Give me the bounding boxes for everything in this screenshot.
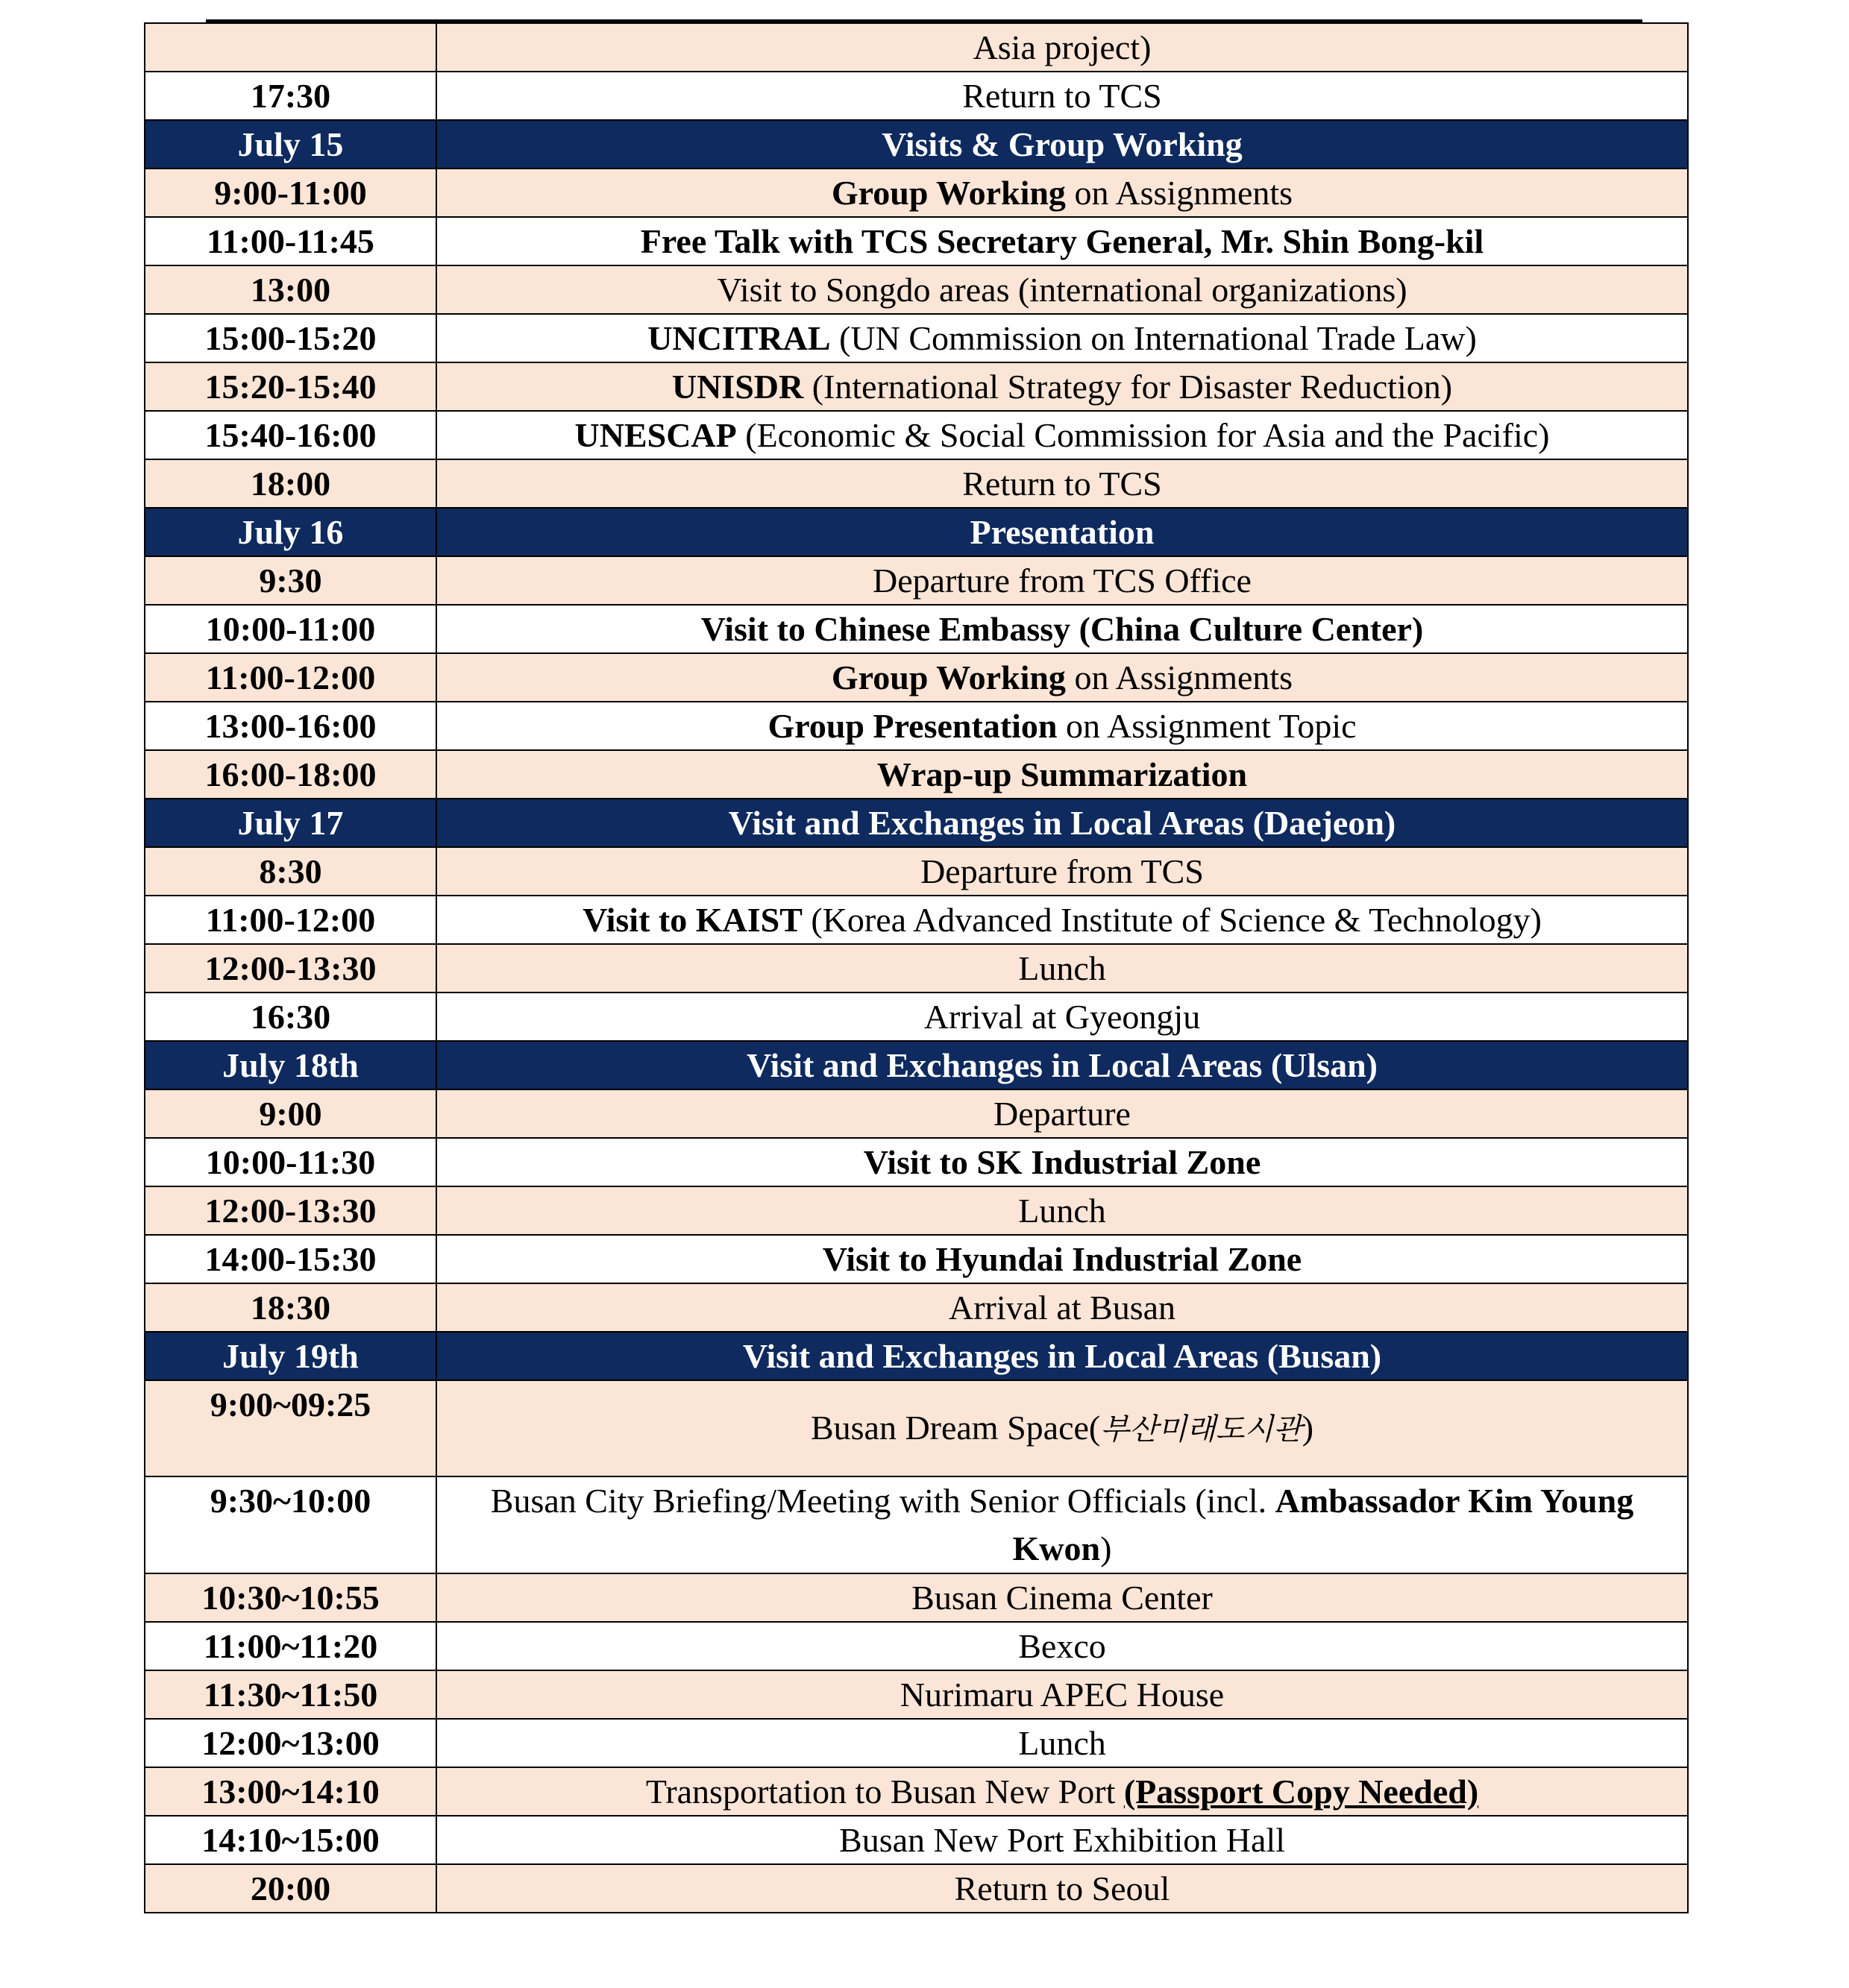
time-cell: 14:10~15:00 [145,1816,436,1864]
time-cell: 16:00-18:00 [145,750,436,799]
activity-text: Transportation to Busan New Port [645,1772,1124,1811]
time-cell: 12:00-13:30 [145,1186,436,1235]
schedule-row [145,1283,1688,1332]
activity-text: Visit to Chinese Embassy (China Culture Center) [700,610,1424,648]
activity-cell [436,1864,1688,1913]
activity-text: Return to Seoul [954,1869,1170,1907]
activity-text: UNISDR [671,368,804,406]
day-theme [436,1041,1688,1089]
time-cell: 9:00~09:25 [145,1380,436,1476]
activity-text: (Passport Copy Needed) [1123,1772,1479,1811]
schedule-row [145,1476,1688,1573]
activity-text: Arrival at Busan [948,1289,1176,1327]
activity-text: Nurimaru APEC House [900,1676,1225,1714]
activity-text: Wrap-up Summarization [876,755,1248,793]
activity-cell [436,459,1688,508]
schedule-row [145,847,1688,896]
activity-text: Asia project) [973,28,1152,66]
schedule-row [145,993,1688,1041]
schedule-row [145,1767,1688,1816]
activity-text: Departure [993,1095,1131,1133]
schedule-row [145,944,1688,993]
activity-cell [436,72,1688,120]
schedule-row [145,556,1688,605]
activity-text: Visit and Exchanges in Local Areas (Busan) [742,1337,1382,1375]
activity-text: Departure from TCS [920,852,1204,890]
time-cell [145,23,436,72]
schedule-row [145,217,1688,265]
activity-text: Visit and Exchanges in Local Areas (Daejeon) [728,804,1396,842]
time-cell: 20:00 [145,1864,436,1913]
schedule-row [145,1235,1688,1283]
activity-text: Free Talk with TCS Secretary General, Mr. Shin Bong-kil [640,222,1484,260]
activity-cell [436,1816,1688,1864]
activity-cell [436,1670,1688,1719]
activity-cell [436,1138,1688,1186]
day-theme [436,120,1688,169]
activity-text: Visit and Exchanges in Local Areas (Ulsan) [747,1046,1378,1084]
schedule-row [145,1089,1688,1138]
schedule-row [145,896,1688,944]
activity-text: Busan Dream Space( [810,1408,1101,1447]
schedule-row [145,1719,1688,1767]
activity-cell [436,847,1688,896]
schedule-row [145,265,1688,314]
time-cell: 13:00 [145,265,436,314]
time-cell: 12:00~13:00 [145,1719,436,1767]
activity-text: on Assignments [1065,658,1293,696]
activity-cell [436,362,1688,411]
day-header-row [145,120,1688,169]
schedule-row [145,459,1688,508]
activity-cell [436,217,1688,265]
schedule-row [145,1138,1688,1186]
time-cell: 13:00~14:10 [145,1767,436,1816]
activity-cell [436,1283,1688,1332]
time-cell: 11:00-12:00 [145,653,436,702]
activity-text: (Economic & Social Commission for Asia and the Pacific) [736,416,1550,454]
day-label: July 18th [145,1041,436,1089]
activity-cell [436,993,1688,1041]
activity-cell [436,1476,1688,1573]
activity-cell [436,896,1688,944]
activity-cell [436,411,1688,459]
activity-text: ) [1302,1408,1314,1447]
time-cell: 12:00-13:30 [145,944,436,993]
time-cell: 18:30 [145,1283,436,1332]
schedule-row [145,1864,1688,1913]
schedule-row [145,1816,1688,1864]
time-cell: 11:30~11:50 [145,1670,436,1719]
day-label: July 15 [145,120,436,169]
day-label: July 19th [145,1332,436,1380]
activity-text: Group Presentation [767,707,1058,745]
day-header-row [145,799,1688,847]
time-cell: 9:00-11:00 [145,169,436,217]
time-cell: 10:00-11:00 [145,605,436,653]
activity-text: Visit to SK Industrial Zone [863,1143,1261,1181]
activity-text: Visit to Songdo areas (international organizations) [717,271,1407,309]
activity-text: Lunch [1018,1724,1106,1762]
schedule-row [145,411,1688,459]
time-cell: 11:00-12:00 [145,896,436,944]
schedule-row [145,653,1688,702]
time-cell: 17:30 [145,72,436,120]
time-cell: 11:00-11:45 [145,217,436,265]
activity-cell [436,1235,1688,1283]
activity-text: (UN Commission on International Trade Law) [830,319,1477,357]
activity-cell [436,1767,1688,1816]
activity-text: Busan Cinema Center [911,1579,1213,1617]
time-cell: 13:00-16:00 [145,702,436,750]
schedule-row [145,702,1688,750]
schedule-row [145,1573,1688,1622]
day-theme [436,508,1688,556]
schedule-table [144,22,1689,1913]
activity-text: Visit to Hyundai Industrial Zone [822,1240,1302,1278]
day-label: July 16 [145,508,436,556]
activity-text: on Assignments [1065,174,1293,212]
schedule-row [145,169,1688,217]
schedule-body [145,23,1688,1913]
activity-text: Busan City Briefing/Meeting with Senior Officials (incl. [490,1482,1275,1520]
activity-cell [436,1089,1688,1138]
time-cell: 9:30~10:00 [145,1476,436,1573]
activity-text: ) [1100,1529,1112,1567]
schedule-row [145,1186,1688,1235]
activity-text: Visit to KAIST [583,901,803,939]
time-cell: 10:00-11:30 [145,1138,436,1186]
activity-text: Return to TCS [962,465,1162,503]
activity-cell [436,169,1688,217]
activity-text: UNCITRAL [647,319,831,357]
activity-cell [436,556,1688,605]
activity-text: 부산미래도시관 [1100,1412,1302,1447]
day-theme [436,799,1688,847]
time-cell: 14:00-15:30 [145,1235,436,1283]
schedule-row [145,23,1688,72]
time-cell: 10:30~10:55 [145,1573,436,1622]
time-cell: 9:30 [145,556,436,605]
activity-text: Visits & Group Working [882,125,1243,163]
activity-cell [436,1622,1688,1670]
time-cell: 15:20-15:40 [145,362,436,411]
activity-cell [436,1719,1688,1767]
day-header-row [145,1332,1688,1380]
activity-cell [436,1186,1688,1235]
activity-text: Bexco [1018,1627,1106,1665]
schedule-row [145,605,1688,653]
activity-text: (International Strategy for Disaster Reduction) [803,368,1453,406]
time-cell: 16:30 [145,993,436,1041]
activity-cell [436,605,1688,653]
time-cell: 18:00 [145,459,436,508]
time-cell: 15:40-16:00 [145,411,436,459]
schedule-row [145,1670,1688,1719]
day-header-row [145,508,1688,556]
time-cell: 11:00~11:20 [145,1622,436,1670]
activity-text: Lunch [1018,1192,1106,1230]
activity-cell [436,702,1688,750]
activity-text: Presentation [970,513,1155,551]
activity-text: Group Working [831,174,1066,212]
activity-cell [436,944,1688,993]
day-label: July 17 [145,799,436,847]
day-theme [436,1332,1688,1380]
activity-cell [436,653,1688,702]
activity-text: Busan New Port Exhibition Hall [839,1821,1285,1859]
activity-cell [436,314,1688,362]
activity-text: Return to TCS [962,77,1162,115]
activity-text: Group Working [831,658,1066,696]
activity-text: (Korea Advanced Institute of Science & Technology) [802,901,1542,939]
activity-cell [436,23,1688,72]
activity-cell [436,265,1688,314]
activity-text: Departure from TCS Office [873,562,1252,600]
time-cell: 8:30 [145,847,436,896]
activity-cell [436,1573,1688,1622]
activity-text: Arrival at Gyeongju [923,998,1201,1036]
day-header-row [145,1041,1688,1089]
activity-text: on Assignment Topic [1057,707,1357,745]
schedule-row [145,314,1688,362]
time-cell: 15:00-15:20 [145,314,436,362]
schedule-row [145,1622,1688,1670]
schedule-row [145,1380,1688,1476]
activity-text: Lunch [1018,949,1106,987]
schedule-row [145,750,1688,799]
schedule-row [145,72,1688,120]
time-cell: 9:00 [145,1089,436,1138]
activity-text: Ambassador Kim Young Kwon [1012,1482,1634,1567]
activity-cell [436,750,1688,799]
schedule-row [145,362,1688,411]
activity-cell [436,1380,1688,1476]
activity-text: UNESCAP [574,416,737,454]
